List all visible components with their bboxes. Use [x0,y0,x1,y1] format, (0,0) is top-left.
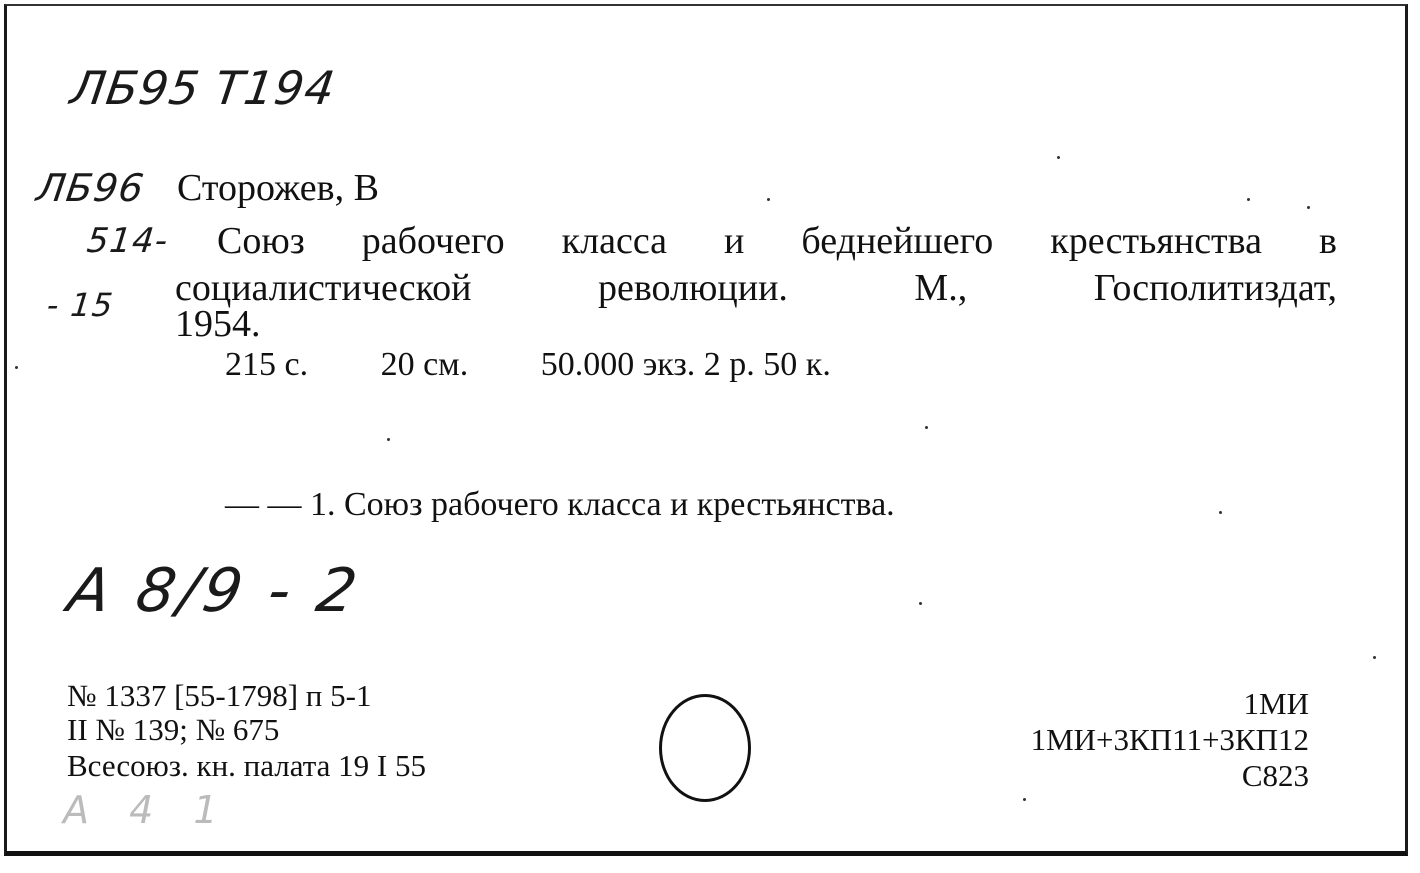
speck [1023,798,1026,801]
title-word: и [724,220,745,262]
title-line-1 [217,219,1337,263]
faint-stamp-mark: А 4 1 [63,788,232,832]
speck [15,366,18,369]
speck [1057,156,1060,159]
title-word: беднейшего [801,220,994,262]
title-line-2 [175,266,1337,310]
title-word: крестьянства [1050,220,1262,262]
collation-line [225,346,831,384]
title-word: рабочего [361,220,505,262]
catalog-card [4,4,1408,856]
speck [387,438,390,441]
title-word: в [1319,220,1337,262]
handwritten-code-left: ЛБ96 [33,166,148,210]
title-word: Госполитиздат, [1093,267,1337,309]
registry-line: II № 139; № 675 [67,712,280,747]
punched-hole-circle [659,694,751,802]
title-word: класса [561,220,668,262]
handwritten-code-mid2: - 15 [45,286,116,324]
pages-count: 215 с. [225,346,309,383]
speck [919,602,922,605]
speck [767,198,770,201]
title-line-3: 1954. [175,303,261,345]
title-word: революции. [598,267,788,309]
handwritten-shelf-mark: А 8/9 - 2 [62,556,366,626]
book-size: 20 см. [380,346,469,383]
speck [1373,656,1376,659]
classification-line-1: 1МИ [1243,686,1309,721]
title-word: М., [914,267,968,309]
title-word: Союз [217,220,305,262]
author-heading: Сторожев, В [177,167,379,209]
card-number-line: № 1337 [55-1798] п 5-1 [67,678,372,713]
handwritten-code-top: ЛБ95 Т194 [67,61,339,115]
copies-price: 50.000 экз. 2 р. 50 к. [540,346,831,383]
handwritten-code-mid: 514- [84,221,171,261]
subject-heading: — — 1. Союз рабочего класса и крестьянства. [225,486,895,523]
speck [1307,206,1310,209]
classification-line-3: С823 [1241,758,1309,793]
speck [1247,198,1250,201]
publisher-chamber-line: Всесоюз. кн. палата 19 I 55 [67,748,426,783]
classification-line-2: 1МИ+3КП11+3КП12 [1030,722,1309,757]
speck [925,426,928,429]
speck [1219,511,1222,514]
title-word: социалистической [175,267,472,309]
